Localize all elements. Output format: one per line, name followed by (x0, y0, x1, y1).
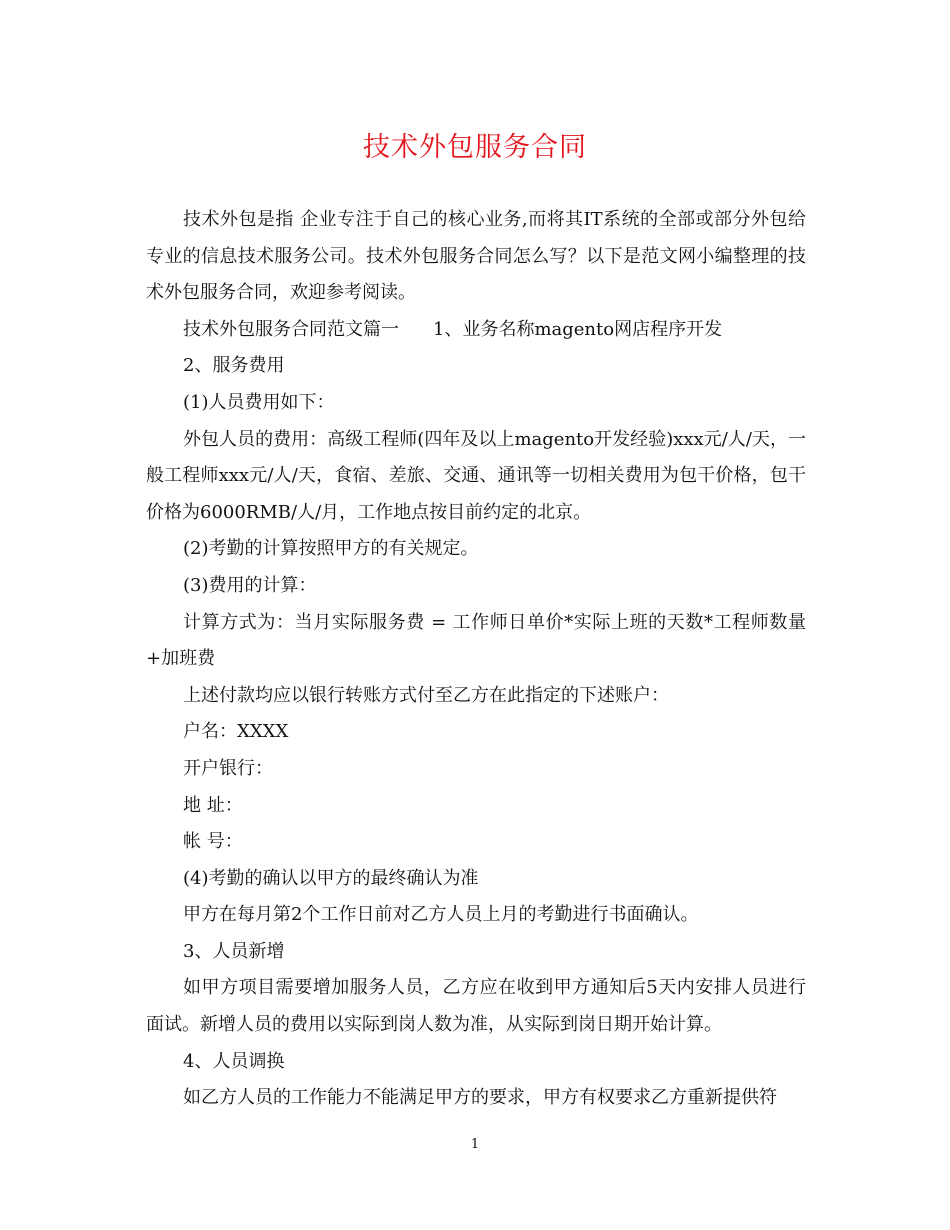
account-number-line: 帐 号： (183, 831, 243, 853)
address-line: 地 址： (183, 794, 243, 816)
outsourcing-fee-paragraph: 外包人员的费用：高级工程师(四年及以上magento开发经验)xxx元/人/天，一般工程师xxx元/人/天，食宿、差旅、交通、通讯等一切相关费用为包干价格，包干价格为6000RMB/人/月，工作地点按目前约定的北京。 (146, 428, 806, 523)
bank-line: 开户银行： (183, 757, 273, 779)
sample-heading: 技术外包服务合同范文篇一 (183, 318, 399, 340)
monthly-confirmation-paragraph: 甲方在每月第2个工作日前对乙方人员上月的考勤进行书面确认。 (183, 904, 699, 926)
staff-addition-heading: 3、人员新增 (183, 940, 285, 962)
personnel-fee-item: (1)人员费用如下： (183, 391, 335, 413)
document-body (146, 202, 806, 1117)
fee-calculation-item: (3)费用的计算： (183, 574, 317, 596)
contract-heading-line (146, 312, 806, 349)
staff-replacement-paragraph: 如乙方人员的工作能力不能满足甲方的要求，甲方有权要求乙方重新提供符 (183, 1087, 777, 1109)
attendance-rule-item: (2)考勤的计算按照甲方的有关规定。 (183, 538, 479, 560)
calculation-method-paragraph: 计算方式为：当月实际服务费 = 工作师日单价*实际上班的天数*工程师数量+加班费 (146, 611, 806, 670)
account-name-line: 户名：XXXX (183, 721, 289, 743)
business-name-item: 1、业务名称magento网店程序开发 (433, 318, 723, 340)
page-number: 1 (470, 1137, 480, 1152)
attendance-confirmation-item: (4)考勤的确认以甲方的最终确认为准 (183, 867, 479, 889)
intro-paragraph: 技术外包是指 企业专注于自己的核心业务,而将其IT系统的全部或部分外包给专业的信息技术服务公司。技术外包服务合同怎么写？以下是范文网小编整理的技术外包服务合同，欢迎参考阅读。 (146, 209, 806, 304)
payment-account-paragraph: 上述付款均应以银行转账方式付至乙方在此指定的下述账户： (183, 684, 669, 706)
staff-replacement-heading: 4、人员调换 (183, 1050, 285, 1072)
staff-addition-paragraph: 如甲方项目需要增加服务人员，乙方应在收到甲方通知后5天内安排人员进行面试。新增人员的费用以实际到岗人数为准，从实际到岗日期开始计算。 (146, 977, 806, 1036)
service-fee-heading: 2、服务费用 (183, 355, 285, 377)
document-title: 技术外包服务合同 (363, 132, 587, 163)
